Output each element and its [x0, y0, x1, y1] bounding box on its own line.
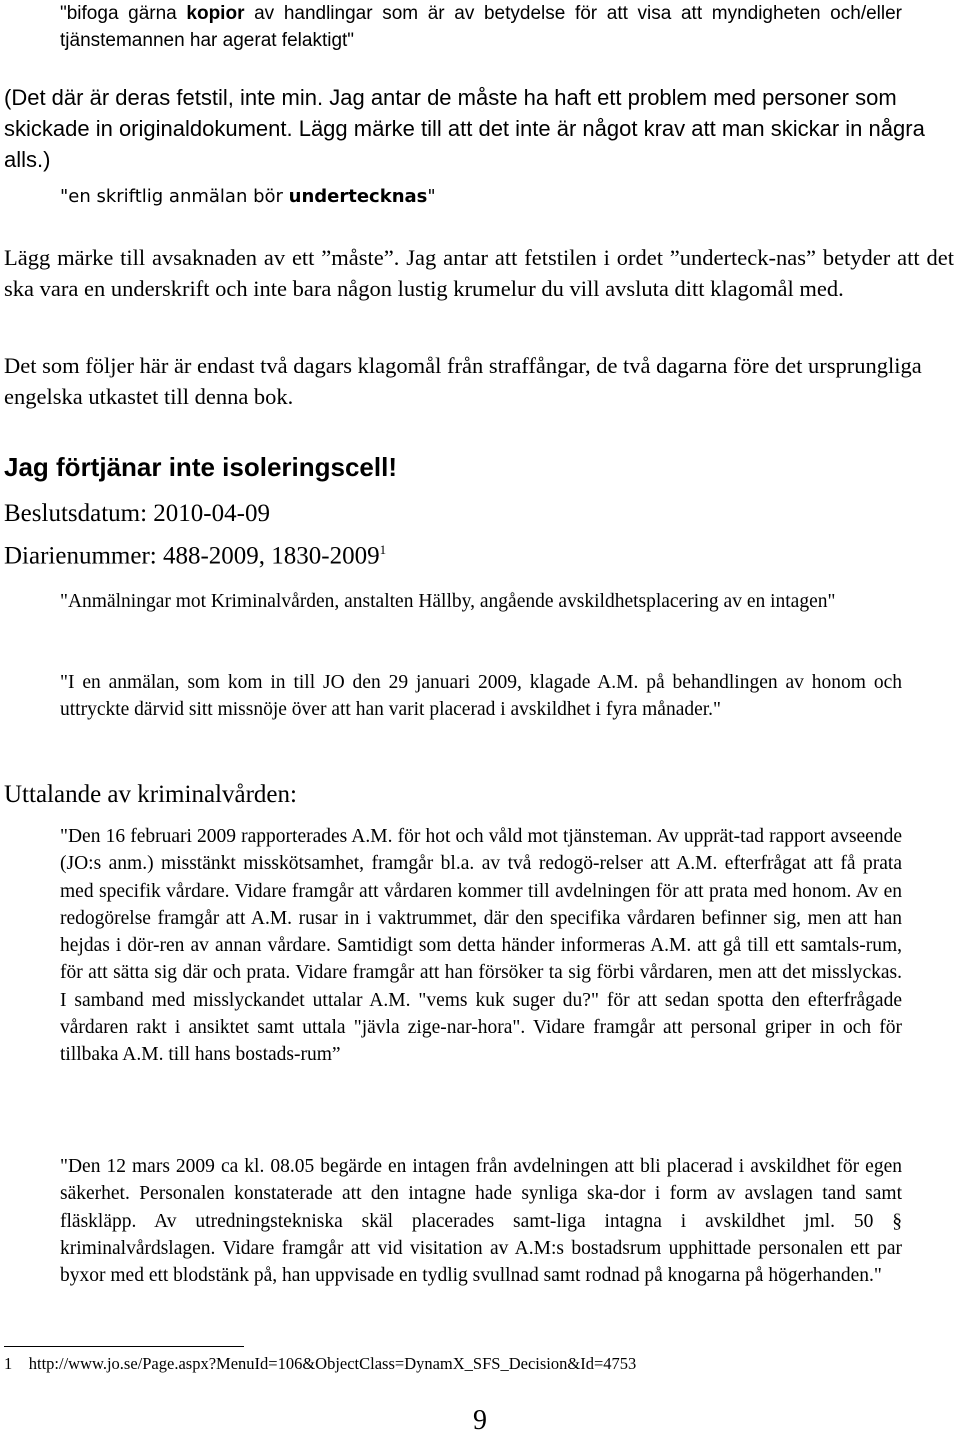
subheading: Uttalande av kriminalvården:	[4, 781, 297, 808]
top-quote	[60, 0, 902, 54]
quote-5: "Den 16 februari 2009 rapporterades A.M. för hot och våld mot tjänsteman. Av upprät-tad rapport avseende (JO:s anm.) misstänkt misskötsamhet, framgår bl.a. av två redogö-relser att A.M. efterfrågat att få prata med specifik vårdare. Vidare framgår att vårdaren kommer till avdelningen för att prata med honom. Av en redogörelse framgår att A.M. rusar in i vaktrummet, där den specifika vårdaren befinner sig, men att han hejdas i dör-ren av annan vårdare. Samtidigt som detta händer informeras A.M. att gå till ett samtals-rum, för att sätta sig där och prata. Vidare framgår att han försöker ta sig förbi vårdaren, men att det misslyckas. I samband med misslyckandet uttalar A.M. "vems kuk suger du?" för att sedan spotta den efterfrågade vårdaren rakt i ansiktet samt uttala "jävla zige-nar-hora". Vidare framgår att personal griper in och för tillbaka A.M. till hans bostads-rum”	[60, 826, 902, 1066]
quote-3: "Anmälningar mot Kriminalvården, anstalten Hällby, angående avskildhetsplacering av en intagen"	[60, 591, 836, 612]
top-quote-pre: "bifoga gärna	[60, 3, 187, 24]
quote-2-post: "	[427, 186, 436, 207]
registration-number	[4, 542, 386, 570]
footnote-divider	[4, 1346, 244, 1347]
top-quote-bold: kopior	[186, 3, 245, 24]
quote-2	[60, 186, 910, 207]
paragraph-3: Det som följer här är endast två dagars klagomål från straffångar, de två dagarna före det ursprungliga engelska utkastet till denna bok.	[4, 353, 922, 409]
paragraph-1: (Det där är deras fetstil, inte min. Jag antar de måste ha haft ett problem med personer som skickade in originaldokument. Lägg märke till att det inte är något krav att man skickar in några alls.)	[4, 85, 925, 172]
footnote-reference: 1	[379, 542, 387, 557]
quote-6: "Den 12 mars 2009 ca kl. 08.05 begärde en intagen från avdelningen att bli placerad i avskildhet för egen säkerhet. Personalen konstaterade att den intagne hade synliga ska-dor i form av avslagen tand samt fläskläpp. Av utredningstekniska skäl placerades samt-liga intagna i avskildhet jml. 50 § kriminalvårdslagen. Vidare framgår att vid visitation av A.M:s bostadsrum upphittade personalen ett par byxor med ett blodstänk på, han uppvisade en tydlig svullnad samt rodnad på knogarna på högerhanden."	[60, 1156, 902, 1287]
paragraph-2: Lägg märke till avsaknaden av ett ”måste”. Jag antar att fetstilen i ordet ”underteck-nas” betyder att det ska vara en underskrift och inte bara någon lustig krumelur du vill avsluta ditt klagomål med.	[4, 245, 954, 301]
quote-2-pre: "en skriftlig anmälan bör	[60, 186, 289, 207]
registration-number-text: Diarienummer: 488-2009, 1830-2009	[4, 542, 380, 570]
page-number: 9	[473, 1405, 487, 1436]
quote-4: "I en anmälan, som kom in till JO den 29 januari 2009, klagade A.M. på behandlingen av honom och uttryckte därvid sitt missnöje över att han varit placerad i avskildhet i fyra månader."	[60, 672, 902, 720]
footnote	[4, 1354, 636, 1374]
section-heading: Jag förtjänar inte isoleringscell!	[4, 452, 397, 482]
quote-2-bold: undertecknas	[288, 186, 428, 207]
decision-date: Beslutsdatum: 2010-04-09	[4, 500, 270, 527]
top-quote-post: av handlingar som är av betydelse för att visa att myndigheten och/eller tjänstemannen har agerat felaktigt"	[60, 3, 902, 51]
footnote-link[interactable]: http://www.jo.se/Page.aspx?MenuId=106&ObjectClass=DynamX_SFS_Decision&Id=4753	[28, 1354, 637, 1373]
footnote-number: 1	[4, 1354, 13, 1373]
